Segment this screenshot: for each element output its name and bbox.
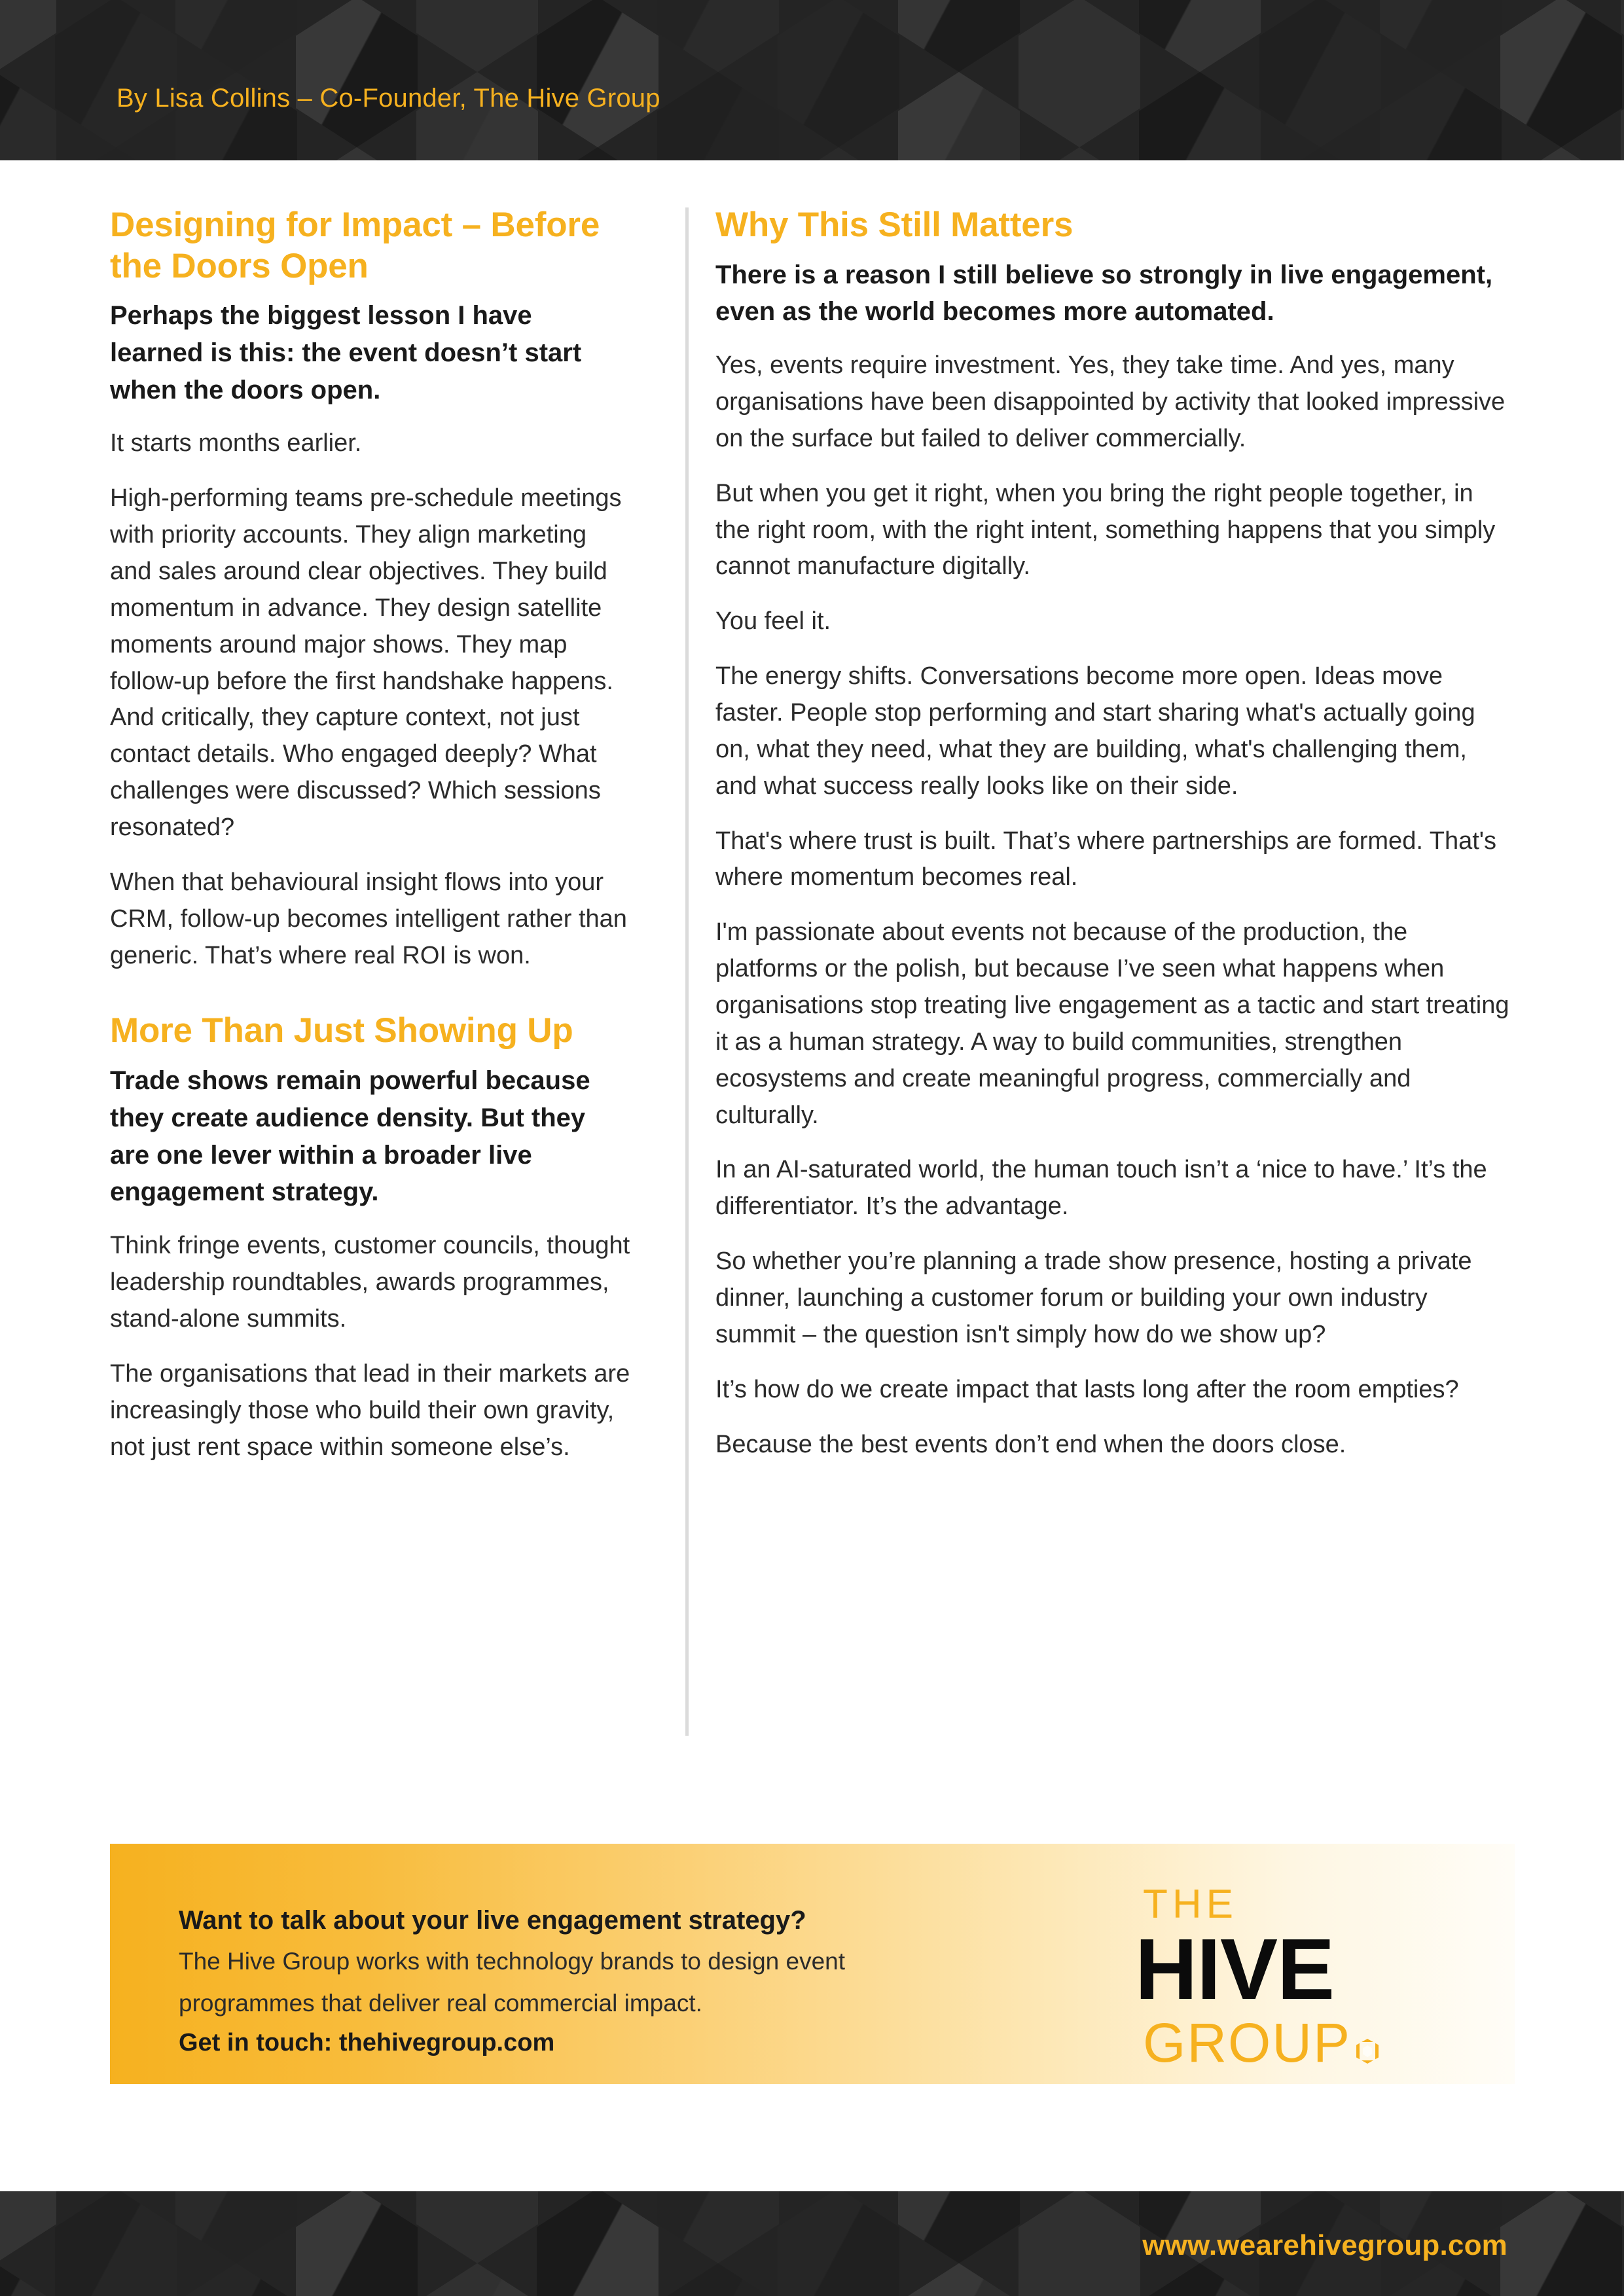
logo-word-group: GROUP	[1143, 2012, 1352, 2073]
body-paragraph: When that behavioural insight flows into your CRM, follow-up becomes intelligent rather than generic. That’s where real ROI is won.	[110, 868, 627, 969]
body-paragraph: In an AI-saturated world, the human touch isn’t a ‘nice to have.’ It’s the differentiator. It’s the advantage.	[715, 1156, 1487, 1221]
section-why-this-still-matters	[715, 205, 1514, 1463]
hive-group-logo	[1135, 1882, 1410, 2073]
section-heading: Why This Still Matters	[715, 206, 1074, 244]
right-column	[715, 205, 1514, 1481]
section-lede: Trade shows remain powerful because they create audience density. But they are one lever within a broader live engagement strategy.	[110, 1066, 590, 1207]
body-paragraph: But when you get it right, when you bring the right people together, in the right room, with the right intent, something happens that you simply cannot manufacture digitally.	[715, 479, 1496, 581]
logo-word-the: THE	[1143, 1882, 1238, 1927]
byline: By Lisa Collins – Co-Founder, The Hive Group	[117, 84, 660, 113]
footer-band	[0, 2191, 1624, 2296]
left-column	[110, 205, 630, 1484]
cta-panel	[110, 1844, 1515, 2084]
body-paragraph: Yes, events require investment. Yes, they take time. And yes, many organisations have been disappointed by activity that looked impressive on the surface but failed to deliver commercially.	[715, 351, 1506, 452]
body-paragraph: High-performing teams pre-schedule meetings with priority accounts. They align marketing and sales around clear objectives. They build momentum in advance. They design satellite moments around major shows. They map follow-up before the first handshake happens. And critically, they capture context, not just contact details. Who engaged deeply? What challenges were discussed? Which sessions resonated?	[110, 484, 622, 842]
cta-text-block	[179, 1904, 1030, 2059]
body-paragraph: I'm passionate about events not because of the production, the platforms or the polish, but because I’ve seen what happens when organisations stop treating live engagement as a tactic and start treating it as a human strategy. A way to build communities, strengthen ecosystems and create meaningful progress, commercially and culturally.	[715, 918, 1509, 1129]
body-paragraph: It starts months earlier.	[110, 429, 362, 457]
body-paragraph: Because the best events don’t end when the doors close.	[715, 1430, 1346, 1458]
cta-body-line-1: The Hive Group works with technology brands to design event	[179, 1948, 846, 1975]
header-band	[0, 0, 1624, 160]
section-designing-for-impact	[110, 205, 630, 974]
body-paragraph: You feel it.	[715, 607, 831, 636]
body-paragraph: That's where trust is built. That’s where partnerships are formed. That's where momentum becomes real.	[715, 827, 1497, 891]
section-lede: Perhaps the biggest lesson I have learned is this: the event doesn’t start when the doors open.	[110, 301, 582, 404]
body-paragraph: Think fringe events, customer councils, thought leadership roundtables, awards programmes, stand-alone summits.	[110, 1232, 630, 1333]
section-heading: Designing for Impact – Before the Doors Open	[110, 206, 600, 285]
logo-group-row	[1143, 2012, 1410, 2073]
section-more-than-just-showing-up	[110, 1011, 630, 1465]
cta-heading: Want to talk about your live engagement strategy?	[179, 1906, 806, 1935]
body-paragraph: It’s how do we create impact that lasts long after the room empties?	[715, 1375, 1459, 1403]
article-body	[0, 160, 1624, 1784]
body-paragraph: The organisations that lead in their markets are increasingly those who build their own gravity, not just rent space within someone else’s.	[110, 1359, 630, 1461]
hexagon-icon	[1356, 2039, 1379, 2064]
footer-website-url[interactable]: www.wearehivegroup.com	[1142, 2229, 1507, 2261]
cta-body-line-2: programmes that deliver real commercial impact.	[179, 1989, 702, 2017]
body-paragraph: So whether you’re planning a trade show presence, hosting a private dinner, launching a customer forum or building your own industry summit – the question isn't simply how do we show up?	[715, 1247, 1472, 1348]
section-heading: More Than Just Showing Up	[110, 1011, 573, 1050]
hexagon-pattern-header	[0, 0, 1624, 160]
column-divider	[685, 207, 689, 1736]
cta-contact-link[interactable]: Get in touch: thehivegroup.com	[179, 2029, 555, 2056]
body-paragraph: The energy shifts. Conversations become more open. Ideas move faster. People stop performing and start sharing what's actually going on, what they need, what they are building, what's challenging them, and what success really looks like on their side.	[715, 662, 1475, 800]
section-lede: There is a reason I still believe so strongly in live engagement, even as the world becomes more automated.	[715, 260, 1493, 327]
logo-word-hive: HIVE	[1135, 1921, 1335, 2017]
